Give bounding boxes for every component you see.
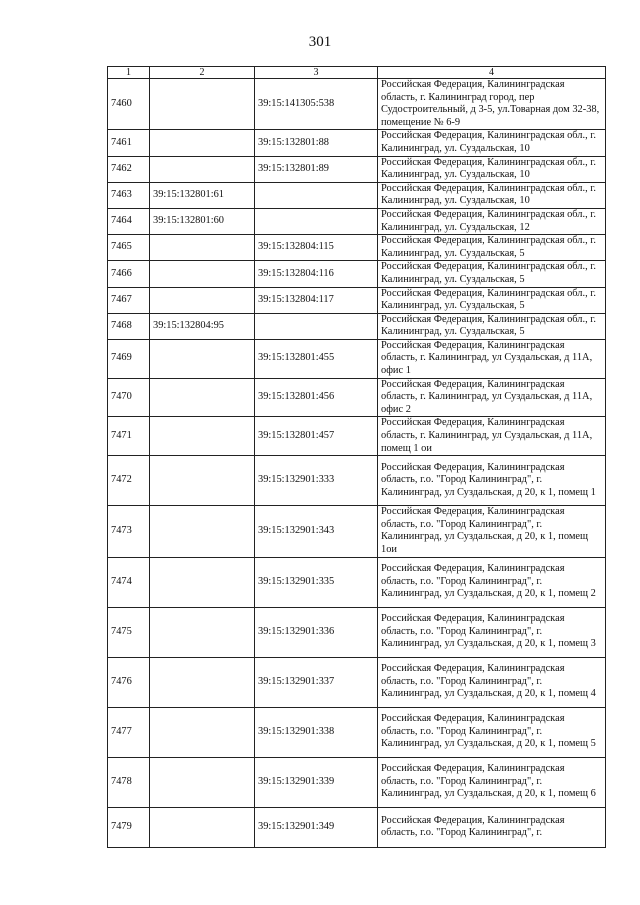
address: Российская Федерация, Калининградская область, г. Калининград город, пер Судостроительный, д 3-5, ул.Товарная дом 32-38, помещение № 6-9 [378, 79, 606, 130]
table-row [108, 313, 606, 339]
cadastral-number-land: 39:15:132804:95 [150, 313, 255, 339]
table-row [108, 156, 606, 182]
cadastral-number-land [150, 261, 255, 287]
cadastral-number-object: 39:15:132804:116 [255, 261, 378, 287]
table-row [108, 456, 606, 506]
address: Российская Федерация, Калининградская область, г.о. "Город Калининград", г. Калининград, ул Суздальская, д 20, к 1, помещ 1ои [378, 506, 606, 557]
address: Российская Федерация, Калининградская обл., г. Калининград, ул. Суздальская, 10 [378, 156, 606, 182]
table-row [108, 182, 606, 208]
cadastral-number-object: 39:15:141305:538 [255, 79, 378, 130]
table-body [108, 79, 606, 848]
table-row [108, 707, 606, 757]
cadastral-number-land [150, 378, 255, 417]
row-number: 7464 [108, 208, 150, 234]
cadastral-number-object: 39:15:132804:117 [255, 287, 378, 313]
table-row [108, 130, 606, 156]
address: Российская Федерация, Калининградская обл., г. Калининград, ул. Суздальская, 12 [378, 208, 606, 234]
row-number: 7472 [108, 456, 150, 506]
address: Российская Федерация, Калининградская область, г.о. "Город Калининград", г. [378, 807, 606, 847]
cadastral-number-land [150, 607, 255, 657]
table-row [108, 208, 606, 234]
cadastral-number-land [150, 807, 255, 847]
row-number: 7467 [108, 287, 150, 313]
cadastral-number-land [150, 456, 255, 506]
address: Российская Федерация, Калининградская область, г.о. "Город Калининград", г. Калининград, ул Суздальская, д 20, к 1, помещ 2 [378, 557, 606, 607]
row-number: 7475 [108, 607, 150, 657]
row-number: 7471 [108, 417, 150, 456]
cadastral-number-object: 39:15:132901:343 [255, 506, 378, 557]
row-number: 7468 [108, 313, 150, 339]
page-number: 301 [308, 34, 332, 50]
table-row [108, 378, 606, 417]
address: Российская Федерация, Калининградская область, г.о. "Город Калининград", г. Калининград, ул Суздальская, д 20, к 1, помещ 5 [378, 707, 606, 757]
address: Российская Федерация, Калининградская обл., г. Калининград, ул. Суздальская, 5 [378, 313, 606, 339]
address: Российская Федерация, Калининградская обл., г. Калининград, ул. Суздальская, 10 [378, 130, 606, 156]
cadastral-number-land [150, 339, 255, 378]
table-row [108, 235, 606, 261]
address: Российская Федерация, Калининградская область, г.о. "Город Калининград", г. Калининград, ул Суздальская, д 20, к 1, помещ 1 [378, 456, 606, 506]
cadastral-number-object: 39:15:132801:89 [255, 156, 378, 182]
address: Российская Федерация, Калининградская область, г. Калининград, ул Суздальская, д 11А, офис 2 [378, 378, 606, 417]
row-number: 7470 [108, 378, 150, 417]
cadastral-number-object: 39:15:132901:338 [255, 707, 378, 757]
cadastral-number-object: 39:15:132901:336 [255, 607, 378, 657]
row-number: 7478 [108, 757, 150, 807]
cadastral-number-land [150, 506, 255, 557]
row-number: 7474 [108, 557, 150, 607]
cadastral-number-object: 39:15:132801:456 [255, 378, 378, 417]
cadastral-number-object: 39:15:132901:333 [255, 456, 378, 506]
address: Российская Федерация, Калининградская область, г.о. "Город Калининград", г. Калининград, ул Суздальская, д 20, к 1, помещ 3 [378, 607, 606, 657]
column-header-3: 3 [255, 67, 378, 79]
table-row [108, 339, 606, 378]
row-number: 7463 [108, 182, 150, 208]
address: Российская Федерация, Калининградская обл., г. Калининград, ул. Суздальская, 5 [378, 287, 606, 313]
address: Российская Федерация, Калининградская область, г.о. "Город Калининград", г. Калининград, ул Суздальская, д 20, к 1, помещ 6 [378, 757, 606, 807]
cadastral-number-land [150, 707, 255, 757]
cadastral-number-object [255, 182, 378, 208]
address: Российская Федерация, Калининградская обл., г. Калининград, ул. Суздальская, 5 [378, 235, 606, 261]
row-number: 7477 [108, 707, 150, 757]
table-row [108, 79, 606, 130]
registry-table [107, 66, 606, 848]
table-row [108, 607, 606, 657]
row-number: 7479 [108, 807, 150, 847]
cadastral-number-land: 39:15:132801:60 [150, 208, 255, 234]
row-number: 7461 [108, 130, 150, 156]
cadastral-number-land: 39:15:132801:61 [150, 182, 255, 208]
address: Российская Федерация, Калининградская обл., г. Калининград, ул. Суздальская, 5 [378, 261, 606, 287]
header-row [108, 67, 606, 79]
cadastral-number-object: 39:15:132801:457 [255, 417, 378, 456]
cadastral-number-object: 39:15:132901:339 [255, 757, 378, 807]
column-header-4: 4 [378, 67, 606, 79]
cadastral-number-object: 39:15:132801:88 [255, 130, 378, 156]
cadastral-number-object: 39:15:132801:455 [255, 339, 378, 378]
address: Российская Федерация, Калининградская область, г. Калининград, ул Суздальская, д 11А, офис 1 [378, 339, 606, 378]
cadastral-number-object [255, 313, 378, 339]
cadastral-number-object: 39:15:132901:349 [255, 807, 378, 847]
cadastral-number-land [150, 287, 255, 313]
row-number: 7465 [108, 235, 150, 261]
table-row [108, 757, 606, 807]
table-row [108, 287, 606, 313]
table-header [108, 67, 606, 79]
cadastral-number-object [255, 208, 378, 234]
cadastral-number-land [150, 657, 255, 707]
row-number: 7469 [108, 339, 150, 378]
cadastral-number-object: 39:15:132901:335 [255, 557, 378, 607]
column-header-2: 2 [150, 67, 255, 79]
cadastral-number-land [150, 417, 255, 456]
address: Российская Федерация, Калининградская область, г.о. "Город Калининград", г. Калининград, ул Суздальская, д 20, к 1, помещ 4 [378, 657, 606, 707]
row-number: 7476 [108, 657, 150, 707]
column-header-1: 1 [108, 67, 150, 79]
cadastral-number-land [150, 79, 255, 130]
table-row [108, 557, 606, 607]
row-number: 7462 [108, 156, 150, 182]
cadastral-number-land [150, 235, 255, 261]
table-row [108, 261, 606, 287]
cadastral-number-object: 39:15:132901:337 [255, 657, 378, 707]
row-number: 7466 [108, 261, 150, 287]
table-row [108, 506, 606, 557]
table-row [108, 657, 606, 707]
cadastral-number-land [150, 130, 255, 156]
row-number: 7460 [108, 79, 150, 130]
table-row [108, 417, 606, 456]
cadastral-number-land [150, 156, 255, 182]
cadastral-number-object: 39:15:132804:115 [255, 235, 378, 261]
cadastral-number-land [150, 757, 255, 807]
address: Российская Федерация, Калининградская обл., г. Калининград, ул. Суздальская, 10 [378, 182, 606, 208]
table-row [108, 807, 606, 847]
cadastral-number-land [150, 557, 255, 607]
row-number: 7473 [108, 506, 150, 557]
address: Российская Федерация, Калининградская область, г. Калининград, ул Суздальская, д 11А, помещ 1 ои [378, 417, 606, 456]
